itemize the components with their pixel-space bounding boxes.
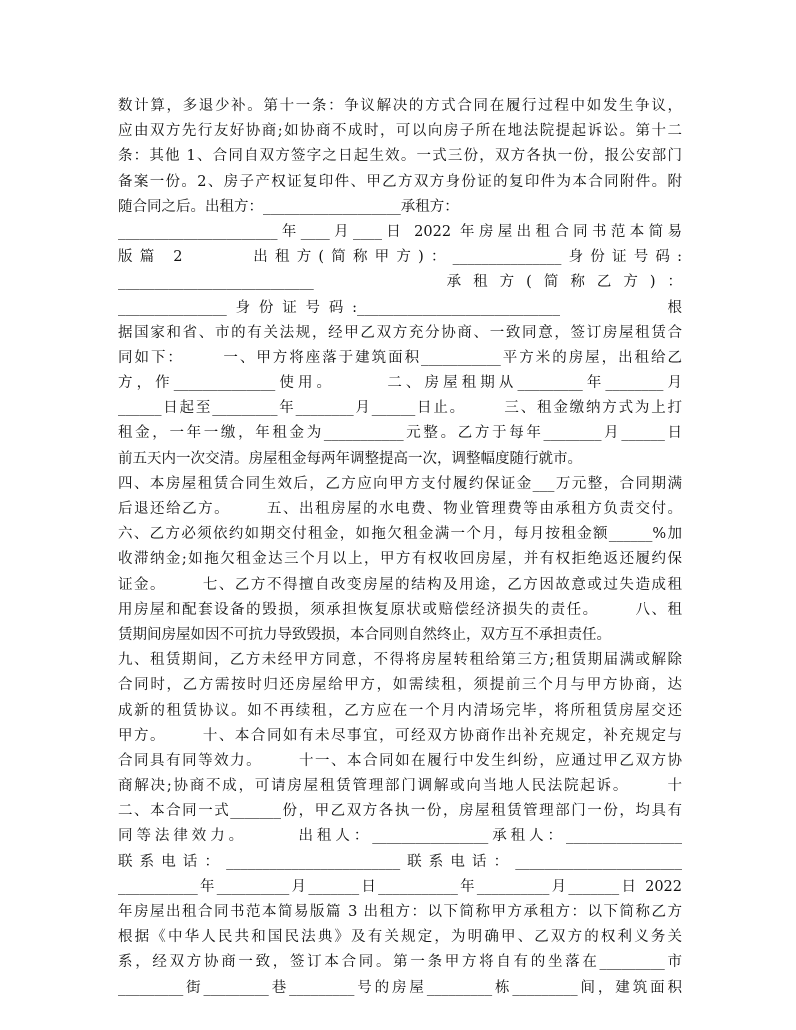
- text-line: ______________________年____月____日 2022 年房屋出租合同书范本简易: [118, 223, 682, 240]
- text-line: 联系电话：________________________联系电话：_______________________: [118, 853, 682, 870]
- text-line: 六、乙方必须依约如期交付租金，如拖欠租金满一个月，每月按租金额______%加: [118, 526, 682, 543]
- text-line: 系，经双方协商一致，签订本合同。第一条甲方将自有的坐落在_________市: [118, 954, 682, 971]
- text-line: 数计算，多退少补。第十一条：争议解决的方式合同在履行过程中如发生争议，: [118, 98, 682, 114]
- text-line: 条：其他 1、合同自双方签字之日起生效。一式三份，双方各执一份，报公安部门: [118, 148, 682, 165]
- text-line: 应由双方先行友好协商;如协商不成时，可以向房子所在地法院提起诉讼。第十二: [118, 123, 682, 140]
- text-line: 用房屋和配套设备的毁损，须承担恢复原状或赔偿经济损失的责任。 八、租: [118, 601, 682, 618]
- text-line: 据国家和省、市的有关法规，经甲乙双方充分协商、一致同意，签订房屋租赁合: [118, 324, 682, 341]
- text-line: 备案一份。2、房子产权证复印件、甲乙方双方身份证的复印件为本合同附件。附: [118, 173, 682, 190]
- text-line: ______日起至_________年________月______日止。 三、租金缴纳方式为上打: [118, 400, 682, 417]
- text-line: 版篇 2 出租方(简称甲方)：_______________身份证号码:: [118, 249, 682, 266]
- text-line: 商解决;协商不成，可请房屋租赁管理部门调解或向当地人民法院起诉。 十: [118, 778, 682, 795]
- text-line: 合同具有同等效力。 十一、本合同如在履行中发生纠纷，应通过甲乙双方协: [118, 752, 682, 769]
- text-line: 四、本房屋租赁合同生效后，乙方应向甲方支付履约保证金___万元整，合同期满: [118, 475, 682, 492]
- text-line: 合同时，乙方需按时归还房屋给甲方，如需续租，须提前三个月与甲方协商，达: [118, 677, 682, 694]
- text-line: 甲方。 十、本合同如有未尽事宜，可经双方协商作出补充规定，补充规定与: [118, 727, 682, 744]
- text-line: 前五天内一次交清。房屋租金每两年调整提高一次，调整幅度随行就市。: [118, 450, 582, 467]
- text-line: 租金，一年一缴，年租金为___________元整。乙方于每年________月______日: [118, 425, 682, 442]
- text-line: ___________年__________月_______日___________年__________月_______日 2022: [118, 878, 682, 895]
- text-line: 同如下： 一、甲方将座落于建筑面积___________平方米的房屋，出租给乙: [118, 349, 682, 366]
- text-line: 年房屋出租合同书范本简易版篇 3 出租方：以下简称甲方承租方：以下简称乙方: [118, 904, 682, 920]
- text-line: 赁期间房屋如因不可抗力导致毁损，本合同则自然终止，双方互不承担责任。: [118, 626, 611, 643]
- contract-body: [118, 94, 682, 1001]
- text-line: 后退还给乙方。 五、出租房屋的水电费、物业管理费等由承租方负责交付。: [118, 501, 682, 517]
- text-line: _________街_________巷_________号的房屋_________栋_________间，建筑面积: [118, 979, 682, 996]
- text-line: 九、租赁期间，乙方未经甲方同意，不得将房屋转租给第三方;租赁期届满或解除: [118, 652, 682, 669]
- text-line: ___________________________ 承租方(简称乙方)：: [118, 274, 682, 291]
- text-line: 同等法律效力。 出租人：________________承租人：________________: [118, 828, 682, 845]
- text-line: 成新的租赁协议。如不再续租，乙方应在一个月内清场完毕，将所租赁房屋交还: [118, 702, 682, 719]
- text-line: 收滞纳金;如拖欠租金达三个月以上，甲方有权收回房屋，并有权拒绝返还履约保: [118, 551, 682, 568]
- text-line: 随合同之后。出租方：___________________承租方：: [118, 198, 459, 215]
- text-line: 证金。 七、乙方不得擅自改变房屋的结构及用途，乙方因故意或过失造成租: [118, 576, 682, 593]
- text-line: 根据《中华人民共和国民法典》及有关规定，为明确甲、乙双方的权利义务关: [118, 929, 682, 946]
- text-line: 二、本合同一式_______份，甲乙双方各执一份，房屋租赁管理部门一份，均具有: [118, 803, 682, 820]
- text-line: 方，作______________使用。 二、房屋租期从_________年________月: [118, 375, 682, 392]
- text-line: _______________身份证号码:____________________________ 根: [118, 299, 682, 316]
